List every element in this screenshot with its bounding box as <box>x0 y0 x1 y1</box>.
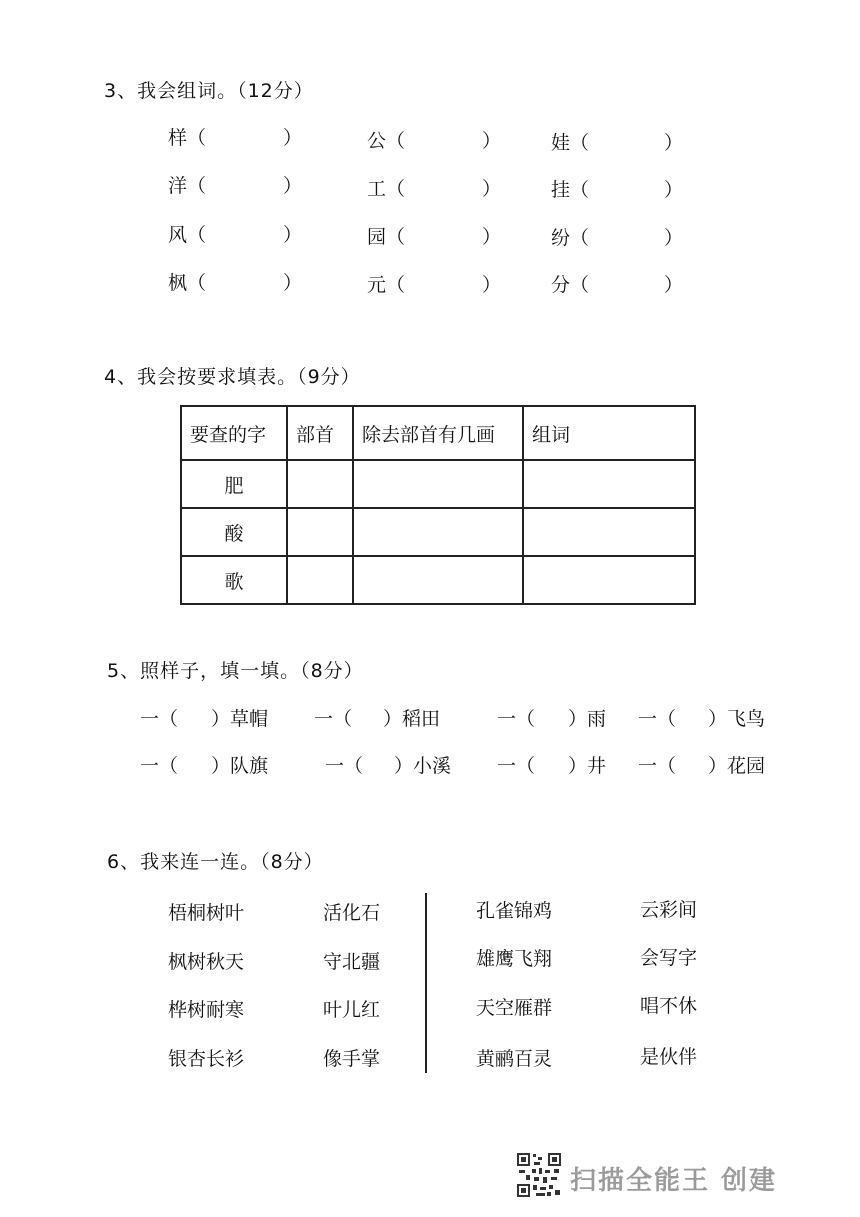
q3-item-close: ） <box>664 132 684 154</box>
q3-item-open: 工（ <box>367 178 406 200</box>
answer-cell[interactable] <box>287 508 353 556</box>
measure-blank: 一（ <box>638 708 677 730</box>
q3-item-open: 洋（ <box>168 175 207 197</box>
match-item[interactable]: 唱不休 <box>640 995 698 1017</box>
divider-line <box>425 893 427 1073</box>
q3-item-open: 枫（ <box>168 272 207 294</box>
measure-noun: ）花园 <box>708 755 766 777</box>
measure-noun: ）飞鸟 <box>708 708 766 730</box>
match-item[interactable]: 天空雁群 <box>476 997 553 1019</box>
table-row <box>181 508 695 556</box>
header-cell: 部首 <box>287 406 353 460</box>
q3-item-close: ） <box>283 224 303 246</box>
match-item[interactable]: 像手掌 <box>323 1048 381 1070</box>
measure-blank: 一（ <box>140 755 179 777</box>
q3-item-open: 娃（ <box>551 132 590 154</box>
measure-noun: ）井 <box>568 755 607 777</box>
answer-cell[interactable] <box>353 508 523 556</box>
measure-blank: 一（ <box>325 755 364 777</box>
q3-item-open: 风（ <box>168 224 207 246</box>
q3-item-open: 样（ <box>168 127 207 149</box>
q5-title: 5、照样子，填一填。（8分） <box>107 660 364 682</box>
measure-noun: ）队旗 <box>211 755 269 777</box>
match-item[interactable]: 桦树耐寒 <box>168 999 245 1021</box>
q3-item-open: 分（ <box>551 274 590 296</box>
q3-item-close: ） <box>664 227 684 249</box>
match-item[interactable]: 梧桐树叶 <box>168 902 245 924</box>
q3-item-open: 公（ <box>367 130 406 152</box>
q3-item-close: ） <box>283 127 303 149</box>
q4-table <box>180 405 696 605</box>
q3-item-open: 园（ <box>367 226 406 248</box>
match-item[interactable]: 活化石 <box>323 902 381 924</box>
table-row <box>181 460 695 508</box>
q3-item-open: 挂（ <box>551 179 590 201</box>
char-cell: 酸 <box>181 508 287 556</box>
match-item[interactable]: 云彩间 <box>640 899 698 921</box>
q3-item-close: ） <box>283 272 303 294</box>
measure-blank: 一（ <box>140 708 179 730</box>
match-item[interactable]: 孔雀锦鸡 <box>476 900 553 922</box>
match-item[interactable]: 银杏长衫 <box>168 1048 245 1070</box>
match-item[interactable]: 黄鹂百灵 <box>476 1048 553 1070</box>
q6-title: 6、我来连一连。（8分） <box>107 851 324 873</box>
match-item[interactable]: 守北疆 <box>323 951 381 973</box>
table-header-row <box>181 406 695 460</box>
table-row <box>181 556 695 604</box>
answer-cell[interactable] <box>523 460 695 508</box>
q3-title: 3、我会组词。（12分） <box>104 80 314 102</box>
answer-cell[interactable] <box>287 556 353 604</box>
q3-item-close: ） <box>664 274 684 296</box>
measure-noun: ）稻田 <box>383 708 441 730</box>
q3-item-close: ） <box>482 178 502 200</box>
q3-item-close: ） <box>664 179 684 201</box>
answer-cell[interactable] <box>523 508 695 556</box>
header-cell: 组词 <box>523 406 695 460</box>
match-item[interactable]: 是伙伴 <box>640 1046 698 1068</box>
char-cell: 肥 <box>181 460 287 508</box>
measure-noun: ）雨 <box>568 708 607 730</box>
q3-item-open: 纷（ <box>551 227 590 249</box>
match-item[interactable]: 叶儿红 <box>323 999 381 1021</box>
q3-item-close: ） <box>482 226 502 248</box>
match-item[interactable]: 枫树秋天 <box>168 951 245 973</box>
q3-item-open: 元（ <box>367 274 406 296</box>
measure-noun: ）小溪 <box>394 755 452 777</box>
char-cell: 歌 <box>181 556 287 604</box>
answer-cell[interactable] <box>353 556 523 604</box>
q3-item-close: ） <box>482 274 502 296</box>
measure-blank: 一（ <box>497 708 536 730</box>
q3-item-close: ） <box>283 175 303 197</box>
measure-blank: 一（ <box>638 755 677 777</box>
watermark-text: 扫描全能王 创建 <box>570 1166 778 1196</box>
header-cell: 除去部首有几画 <box>353 406 523 460</box>
answer-cell[interactable] <box>523 556 695 604</box>
q4-title: 4、我会按要求填表。（9分） <box>104 366 361 388</box>
measure-noun: ）草帽 <box>211 708 269 730</box>
answer-cell[interactable] <box>353 460 523 508</box>
header-cell: 要查的字 <box>181 406 287 460</box>
match-item[interactable]: 会写字 <box>640 947 698 969</box>
q3-item-close: ） <box>482 130 502 152</box>
qr-code-icon <box>516 1152 562 1198</box>
match-item[interactable]: 雄鹰飞翔 <box>476 948 553 970</box>
answer-cell[interactable] <box>287 460 353 508</box>
measure-blank: 一（ <box>497 755 536 777</box>
measure-blank: 一（ <box>314 708 353 730</box>
